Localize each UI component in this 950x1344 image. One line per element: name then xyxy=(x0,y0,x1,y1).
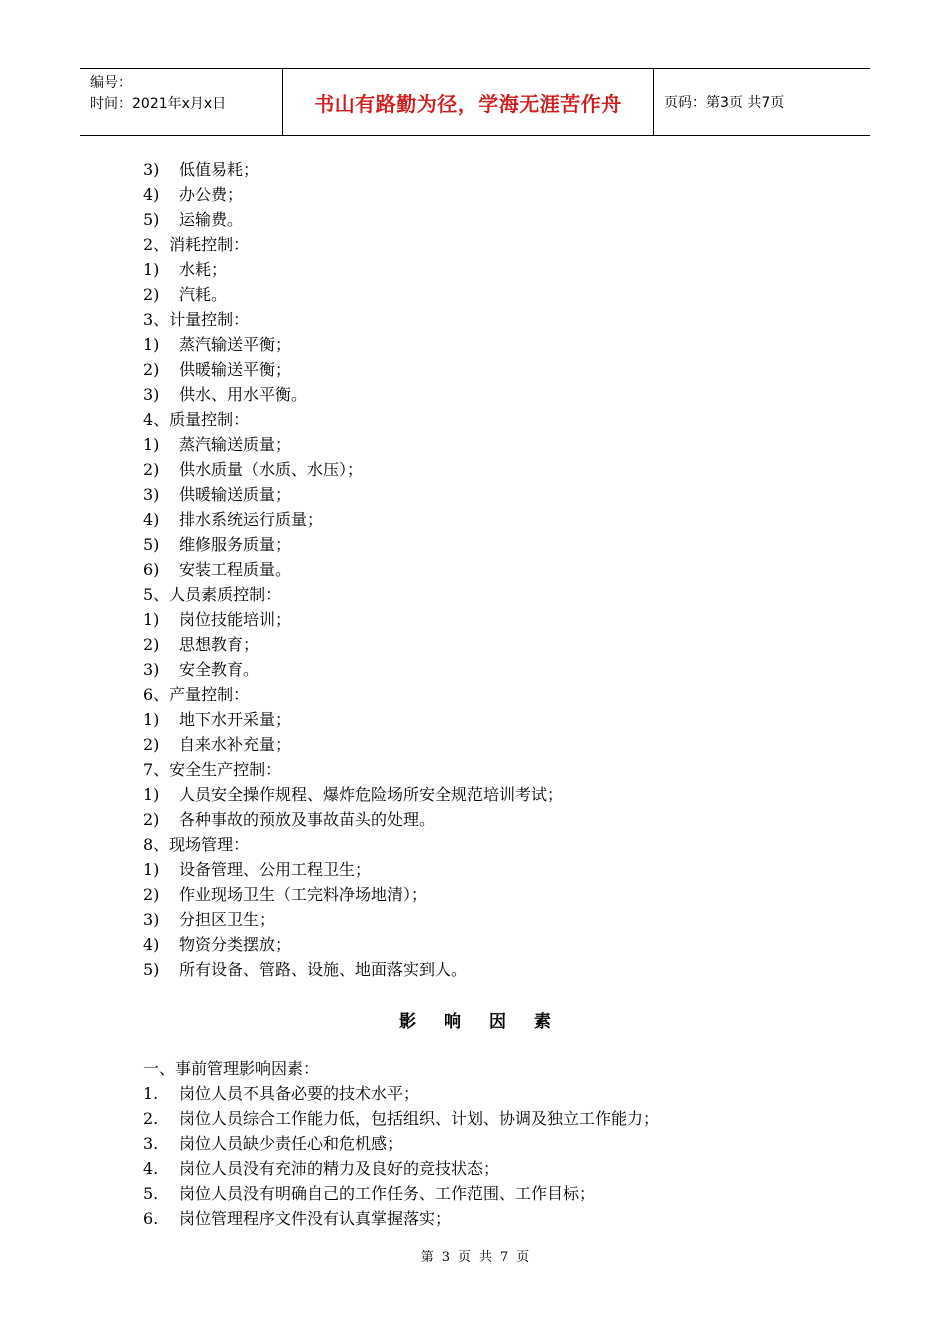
header-info xyxy=(80,69,282,135)
list-item-number: 1) xyxy=(143,335,160,354)
list-item xyxy=(143,807,833,832)
list-item-number: 3) xyxy=(143,160,160,179)
list-item-text: 安全教育。 xyxy=(179,660,260,679)
list-item-text: 供水、用水平衡。 xyxy=(179,385,308,404)
list-item-text: 各种事故的预放及事故苗头的处理。 xyxy=(179,810,436,829)
list-item xyxy=(143,257,833,282)
list-item-text: 岗位技能培训； xyxy=(179,610,292,629)
list-item xyxy=(143,757,833,782)
control-list xyxy=(143,157,833,982)
list-item xyxy=(143,157,833,182)
footer-total-prefix: 共 xyxy=(479,1250,493,1265)
list-item-number: 1) xyxy=(143,785,160,804)
list-item xyxy=(143,457,833,482)
list-item xyxy=(143,332,833,357)
list-item-text: 所有设备、管路、设施、地面落实到人。 xyxy=(179,960,468,979)
footer-total-suffix: 页 xyxy=(516,1250,530,1265)
list-item xyxy=(143,732,833,757)
list-item-text: 岗位人员没有充沛的精力及良好的竞技状态； xyxy=(179,1159,500,1178)
list-item xyxy=(143,532,833,557)
list-item-text: 岗位人员缺少责任心和危机感； xyxy=(179,1134,404,1153)
list-item-number: 1) xyxy=(143,610,160,629)
list-item xyxy=(143,1206,833,1231)
list-item xyxy=(143,1056,833,1081)
footer-page-number: 3 xyxy=(441,1250,450,1265)
header-page-label: 页码：第3页 共7页 xyxy=(664,95,785,111)
list-item xyxy=(143,307,833,332)
list-item-number: 6. xyxy=(143,1209,159,1228)
list-item xyxy=(143,482,833,507)
list-item-text: 供水质量（水质、水压）； xyxy=(179,460,364,479)
list-item-number: 5) xyxy=(143,535,160,554)
list-item xyxy=(143,1156,833,1181)
list-item-number: 1. xyxy=(143,1084,159,1103)
list-item-number: 3) xyxy=(143,485,160,504)
list-item xyxy=(143,882,833,907)
list-item xyxy=(143,432,833,457)
list-item-text: 办公费； xyxy=(179,185,244,204)
list-item-number: 3) xyxy=(143,660,160,679)
list-item xyxy=(143,1106,833,1131)
footer-page-suffix: 页 xyxy=(457,1250,471,1265)
list-item-number: 3) xyxy=(143,385,160,404)
list-item xyxy=(143,932,833,957)
date-label: 时间：2021年x月x日 xyxy=(90,96,227,112)
list-item-number: 5) xyxy=(143,960,160,979)
list-item xyxy=(143,207,833,232)
list-item-text: 2、消耗控制： xyxy=(143,235,250,254)
list-item-number: 1) xyxy=(143,860,160,879)
list-item-text: 汽耗。 xyxy=(179,285,228,304)
list-item-text: 蒸汽输送平衡； xyxy=(179,335,292,354)
list-item-text: 蒸汽输送质量； xyxy=(179,435,292,454)
list-item xyxy=(143,957,833,982)
list-item xyxy=(143,682,833,707)
list-item-text: 供暖输送质量； xyxy=(179,485,292,504)
list-item xyxy=(143,232,833,257)
list-item xyxy=(143,382,833,407)
list-item-text: 作业现场卫生（工完料净场地清）； xyxy=(179,885,428,904)
section-title: 影响因素 xyxy=(399,1012,579,1032)
list-item-number: 2) xyxy=(143,810,160,829)
list-item-number: 1) xyxy=(143,710,160,729)
list-item xyxy=(143,507,833,532)
list-item-number: 5) xyxy=(143,210,160,229)
list-item-text: 4、质量控制： xyxy=(143,410,250,429)
list-item xyxy=(143,1181,833,1206)
list-item-text: 岗位人员综合工作能力低，包括组织、计划、协调及独立工作能力； xyxy=(179,1109,660,1128)
list-item-number: 2) xyxy=(143,735,160,754)
list-item-text: 排水系统运行质量； xyxy=(179,510,324,529)
page-footer xyxy=(0,1246,950,1265)
list-item-number: 1) xyxy=(143,260,160,279)
list-item-text: 岗位人员没有明确自己的工作任务、工作范围、工作目标； xyxy=(179,1184,596,1203)
list-item xyxy=(143,407,833,432)
list-item-text: 一、事前管理影响因素： xyxy=(143,1059,320,1078)
list-item-number: 3. xyxy=(143,1134,159,1153)
list-item-number: 2) xyxy=(143,360,160,379)
page-header xyxy=(80,68,870,136)
list-item-number: 6) xyxy=(143,560,160,579)
list-item-number: 5. xyxy=(143,1184,159,1203)
list-item-text: 水耗； xyxy=(179,260,228,279)
list-item-text: 维修服务质量； xyxy=(179,535,292,554)
list-item xyxy=(143,182,833,207)
list-item-text: 8、现场管理： xyxy=(143,835,250,854)
list-item-text: 安装工程质量。 xyxy=(179,560,292,579)
list-item-number: 1) xyxy=(143,435,160,454)
list-item-number: 2) xyxy=(143,460,160,479)
list-item-text: 物资分类摆放； xyxy=(179,935,292,954)
list-item-number: 2. xyxy=(143,1109,159,1128)
header-motto: 书山有路勤为径，学海无涯苦作舟 xyxy=(282,69,654,135)
list-item-text: 设备管理、公用工程卫生； xyxy=(179,860,372,879)
list-item xyxy=(143,1081,833,1106)
list-item-number: 4) xyxy=(143,935,160,954)
list-item xyxy=(143,607,833,632)
list-item xyxy=(143,657,833,682)
list-item-text: 地下水开采量； xyxy=(179,710,292,729)
list-item-text: 自来水补充量； xyxy=(179,735,292,754)
list-item xyxy=(143,782,833,807)
list-item-number: 2) xyxy=(143,285,160,304)
footer-total-number: 7 xyxy=(500,1250,509,1265)
list-item-text: 岗位管理程序文件没有认真掌握落实； xyxy=(179,1209,452,1228)
list-item-text: 3、计量控制： xyxy=(143,310,250,329)
list-item xyxy=(143,632,833,657)
list-item xyxy=(143,282,833,307)
list-item-number: 4. xyxy=(143,1159,159,1178)
list-item-text: 7、安全生产控制： xyxy=(143,760,282,779)
list-item-text: 供暖输送平衡； xyxy=(179,360,292,379)
list-item xyxy=(143,557,833,582)
list-item xyxy=(143,857,833,882)
list-item-text: 6、产量控制： xyxy=(143,685,250,704)
list-item xyxy=(143,907,833,932)
list-item-text: 岗位人员不具备必要的技术水平； xyxy=(179,1084,420,1103)
list-item-text: 低值易耗； xyxy=(179,160,260,179)
factor-list xyxy=(143,1056,833,1231)
footer-prefix: 第 xyxy=(420,1250,434,1265)
list-item-number: 3) xyxy=(143,910,160,929)
list-item-number: 4) xyxy=(143,185,160,204)
list-item-text: 5、人员素质控制： xyxy=(143,585,282,604)
list-item xyxy=(143,832,833,857)
number-label: 编号： xyxy=(90,75,132,91)
list-item xyxy=(143,707,833,732)
list-item-text: 分担区卫生； xyxy=(179,910,276,929)
list-item xyxy=(143,582,833,607)
list-item-text: 人员安全操作规程、爆炸危险场所安全规范培训考试； xyxy=(179,785,564,804)
list-item-number: 4) xyxy=(143,510,160,529)
list-item-number: 2) xyxy=(143,635,160,654)
list-item-number: 2) xyxy=(143,885,160,904)
list-item xyxy=(143,1131,833,1156)
list-item-text: 思想教育； xyxy=(179,635,260,654)
list-item xyxy=(143,357,833,382)
list-item-text: 运输费。 xyxy=(179,210,244,229)
